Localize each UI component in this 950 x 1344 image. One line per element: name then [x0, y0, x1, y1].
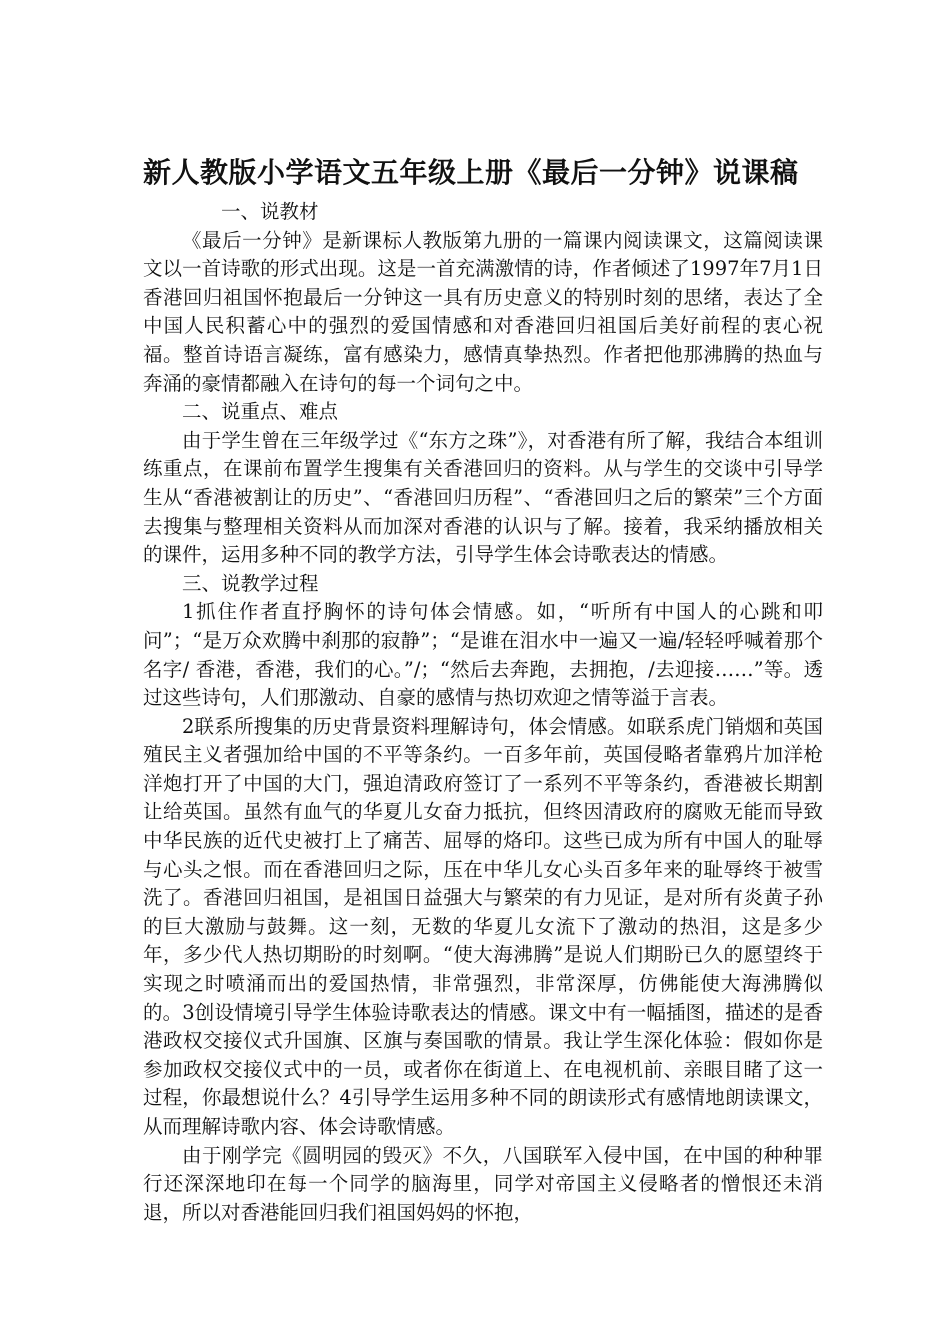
section-heading-key-points: 二、说重点、难点 [182, 400, 339, 424]
document-title: 新人教版小学语文五年级上册《最后一分钟》说课稿 [143, 156, 799, 189]
paragraph-closing: 由于刚学完《圆明园的毁灭》不久，八国联军入侵中国，在中国的种种罪行还深深地印在每一个同学的脑海里，同学对帝国主义侵略者的憎恨还未消退，所以对香港能回归我们祖国妈妈的怀抱， [143, 1143, 823, 1224]
section-heading-textbook: 一、说教材 [221, 200, 319, 223]
document-body [143, 198, 823, 1227]
paragraph-textbook-intro: 《最后一分钟》是新课标人教版第九册的一篇课内阅读课文，这篇阅读课文以一首诗歌的形式出现。这是一首充满激情的诗，作者倾述了1997年7月1日香港回归祖国怀抱最后一分钟这一具有历史意义的特别时刻的思绪，表达了全中国人民积蓄心中的强烈的爱国情感和对香港回归祖国后美好前程的衷心祝福。整首诗语言凝练，富有感染力，感情真挚热烈。作者把他那沸腾的热血与奔涌的豪情都融入在诗句的每一个词句之中。 [143, 228, 823, 395]
paragraph-key-points: 由于学生曾在三年级学过《“东方之珠”》，对香港有所了解，我结合本组训练重点，在课前布置学生搜集有关香港回归的资料。从与学生的交谈中引导学生从“香港被割让的历史”、“香港回归历程”、“香港回归之后的繁荣”三个方面去搜集与整理相关资料从而加深对香港的认识与了解。接着，我采纳播放相关的课件，运用多种不同的教学方法，引导学生体会诗歌表达的情感。 [143, 428, 823, 567]
section-heading-teaching-process: 三、说教学过程 [182, 571, 319, 595]
paragraph-step-one: 1抓住作者直抒胸怀的诗句体会情感。如，“听所有中国人的心跳和叩问”；“是万众欢腾中刹那的寂静”；“是谁在泪水中一遍又一遍/轻轻呼喊着那个名字/ 香港，香港，我们的心。”/；“然后去奔跑，去拥抱，/去迎接……”等。透过这些诗句，人们那激动、自豪的感情与热切欢迎之情等溢于言表。 [143, 600, 823, 710]
paragraph-step-two: 2联系所搜集的历史背景资料理解诗句，体会情感。如联系虎门销烟和英国殖民主义者强加给中国的不平等条约。一百多年前，英国侵略者靠鸦片加洋枪洋炮打开了中国的大门，强迫清政府签订了一系列不平等条约，香港被长期割让给英国。虽然有血气的华夏儿女奋力抵抗，但终因清政府的腐败无能而导致中华民族的近代史被打上了痛苦、屈辱的烙印。这些已成为所有中国人的耻辱与心头之恨。而在香港回归之际，压在中华儿女心头百多年来的耻辱终于被雪洗了。香港回归祖国，是祖国日益强大与繁荣的有力见证，是对所有炎黄子孙的巨大激励与鼓舞。这一刻，无数的华夏儿女流下了激动的热泪，这是多少年，多少代人热切期盼的时刻啊。“使大海沸腾”是说人们期盼已久的愿望终于实现之时喷涌而出的爱国热情，非常强烈，非常深厚，仿佛能使大海沸腾似的。3创设情境引导学生体验诗歌表达的情感。课文中有一幅插图，描述的是香港政权交接仪式升国旗、区旗与奏国歌的情景。我让学生深化体验：假如你是参加政权交接仪式中的一员，或者你在街道上、在电视机前、亲眼目睹了这一过程，你最想说什么？4引导学生运用多种不同的朗读形式有感情地朗读课文，从而理解诗歌内容、体会诗歌情感。 [143, 714, 823, 1138]
